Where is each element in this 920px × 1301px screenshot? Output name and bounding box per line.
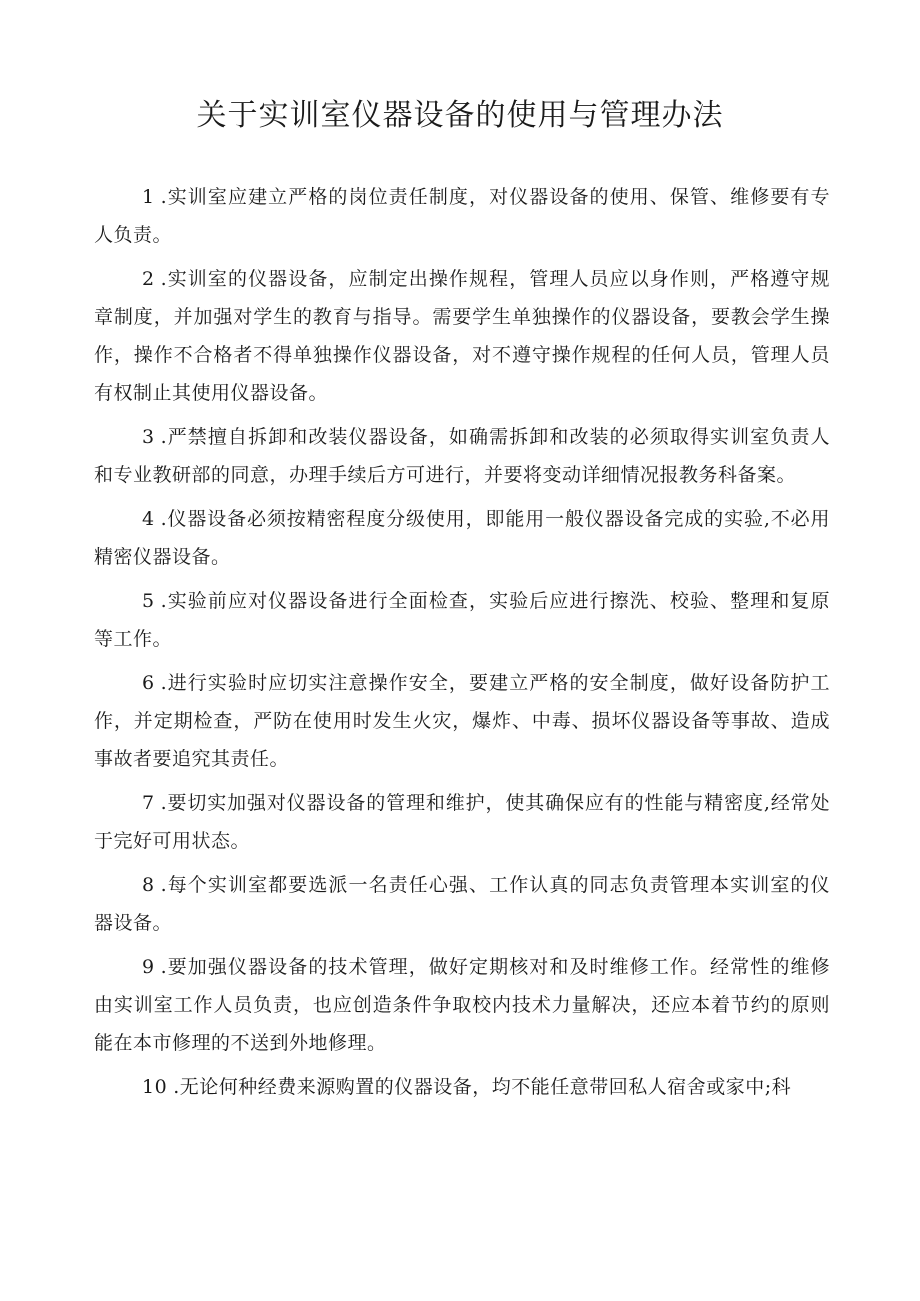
paragraph-number: 7 bbox=[142, 792, 155, 814]
paragraph-text: .实验前应对仪器设备进行全面检查，实验后应进行擦洗、校验、整理和复原等工作。 bbox=[94, 590, 830, 650]
paragraph-number: 10 bbox=[142, 1076, 168, 1098]
paragraph-number: 9 bbox=[142, 956, 155, 978]
paragraph-text: .实训室的仪器设备，应制定出操作规程，管理人员应以身作则，严格遵守规章制度，并加强对学生的教育与指导。需要学生单独操作的仪器设备，要教会学生操作，操作不合格者不得单独操作仪器设备，对不遵守操作规程的任何人员，管理人员有权制止其使用仪器设备。 bbox=[94, 268, 830, 404]
document-title: 关于实训室仪器设备的使用与管理办法 bbox=[196, 98, 724, 133]
paragraph-number: 4 bbox=[142, 508, 155, 530]
paragraph-text: .实训室应建立严格的岗位责任制度，对仪器设备的使用、保管、维修要有专人负责。 bbox=[94, 186, 830, 246]
paragraph-8 bbox=[94, 866, 830, 942]
paragraph-4 bbox=[94, 500, 830, 576]
document-body bbox=[94, 178, 830, 1112]
paragraph-5 bbox=[94, 582, 830, 658]
paragraph-text: .严禁擅自拆卸和改装仪器设备，如确需拆卸和改装的必须取得实训室负责人和专业教研部的同意，办理手续后方可进行，并要将变动详细情况报教务科备案。 bbox=[94, 426, 830, 486]
paragraph-10 bbox=[94, 1068, 830, 1106]
paragraph-text: .每个实训室都要选派一名责任心强、工作认真的同志负责管理本实训室的仪器设备。 bbox=[94, 874, 830, 934]
paragraph-number: 3 bbox=[142, 426, 155, 448]
paragraph-7 bbox=[94, 784, 830, 860]
paragraph-9 bbox=[94, 948, 830, 1062]
paragraph-text: .进行实验时应切实注意操作安全，要建立严格的安全制度，做好设备防护工作，并定期检查，严防在使用时发生火灾，爆炸、中毒、损坏仪器设备等事故、造成事故者要追究其责任。 bbox=[94, 672, 830, 770]
paragraph-text: .仪器设备必须按精密程度分级使用，即能用一般仪器设备完成的实验,不必用精密仪器设备。 bbox=[94, 508, 830, 568]
paragraph-3 bbox=[94, 418, 830, 494]
paragraph-number: 2 bbox=[142, 268, 155, 290]
paragraph-number: 8 bbox=[142, 874, 155, 896]
paragraph-number: 6 bbox=[142, 672, 155, 694]
paragraph-text: .无论何种经费来源购置的仪器设备，均不能任意带回私人宿舍或家中;科 bbox=[173, 1076, 792, 1098]
paragraph-1 bbox=[94, 178, 830, 254]
paragraph-text: .要加强仪器设备的技术管理，做好定期核对和及时维修工作。经常性的维修由实训室工作人员负责，也应创造条件争取校内技术力量解决，还应本着节约的原则能在本市修理的不送到外地修理。 bbox=[94, 956, 830, 1054]
paragraph-number: 5 bbox=[142, 590, 155, 612]
paragraph-2 bbox=[94, 260, 830, 412]
paragraph-text: .要切实加强对仪器设备的管理和维护，使其确保应有的性能与精密度,经常处于完好可用状态。 bbox=[94, 792, 830, 852]
paragraph-6 bbox=[94, 664, 830, 778]
paragraph-number: 1 bbox=[142, 186, 155, 208]
